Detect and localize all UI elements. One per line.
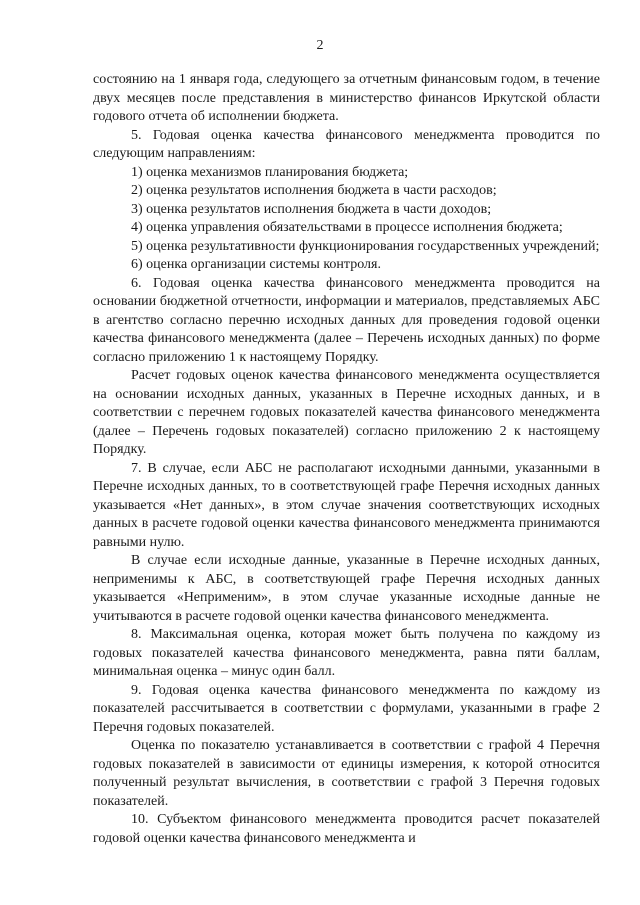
- paragraph-9: 9. Годовая оценка качества финансового менеджмента по каждому из показателей рассчитывается в соответствии с формулами, указанными в графе 2 Перечня годовых показателей.: [93, 682, 600, 735]
- list-item: 1) оценка механизмов планирования бюджета;: [131, 164, 409, 180]
- list-item: 5) оценка результативности функционирования государственных учреждений;: [131, 238, 600, 254]
- paragraph-5: 5. Годовая оценка качества финансового менеджмента проводится по следующим направлениям:: [93, 127, 600, 161]
- paragraph-7-continued: В случае если исходные данные, указанные в Перечне исходных данных, неприменимы к АБС, в соответствующей графе Перечня исходных данных указывается «Неприменим», в этом случае указанные исходные данные не учитываются в расчете годовой оценки качества финансового менеджмента.: [93, 553, 600, 624]
- paragraph-7: 7. В случае, если АБС не располагают исходными данными, указанными в Перечне исходных данных, то в соответствующей графе Перечня исходных данных указывается «Нет данных», в этом случае значения соответствующих исходных данных в расчете годовой оценки качества финансового менеджмента принимаются равными нулю.: [93, 460, 600, 550]
- list-item: 6) оценка организации системы контроля.: [131, 257, 381, 272]
- page-number: 2: [316, 38, 324, 53]
- paragraph-10: 10. Субъектом финансового менеджмента проводится расчет показателей годовой оценки качества финансового менеджмента и: [93, 812, 600, 846]
- paragraph-6: 6. Годовая оценка качества финансового менеджмента проводится на основании бюджетной отчетности, информации и материалов, представляемых АБС в агентство согласно перечню исходных данных для проведения годовой оценки качества финансового менеджмента (далее – Перечень исходных данных) по форме согласно приложению 1 к настоящему Порядку.: [93, 275, 600, 365]
- list-item: 4) оценка управления обязательствами в процессе исполнения бюджета;: [131, 220, 563, 235]
- list-item: 2) оценка результатов исполнения бюджета в части расходов;: [131, 183, 497, 198]
- paragraph-6-continued: Расчет годовых оценок качества финансового менеджмента осуществляется на основании исходных данных, указанных в Перечне исходных данных, и в соответствии с перечнем годовых показателей качества финансового менеджмента (далее – Перечень годовых показателей) согласно приложению 2 к настоящему Порядку.: [93, 368, 600, 457]
- paragraph-continuation: состоянию на 1 января года, следующего за отчетным финансовым годом, в течение двух месяцев после представления в министерство финансов Иркутской области годового отчета об исполнении бюджета.: [93, 72, 600, 124]
- list-item: 3) оценка результатов исполнения бюджета в части доходов;: [131, 201, 492, 217]
- document-body: [93, 71, 600, 848]
- paragraph-8: 8. Максимальная оценка, которая может быть получена по каждому из годовых показателей качества финансового менеджмента, равна пяти баллам, минимальная оценка – минус один балл.: [93, 627, 600, 679]
- paragraph-9-continued: Оценка по показателю устанавливается в соответствии с графой 4 Перечня годовых показателей в зависимости от единицы измерения, к которой относится полученный результат вычисления, в соответствии с графой 3 Перечня годовых показателей.: [93, 738, 600, 809]
